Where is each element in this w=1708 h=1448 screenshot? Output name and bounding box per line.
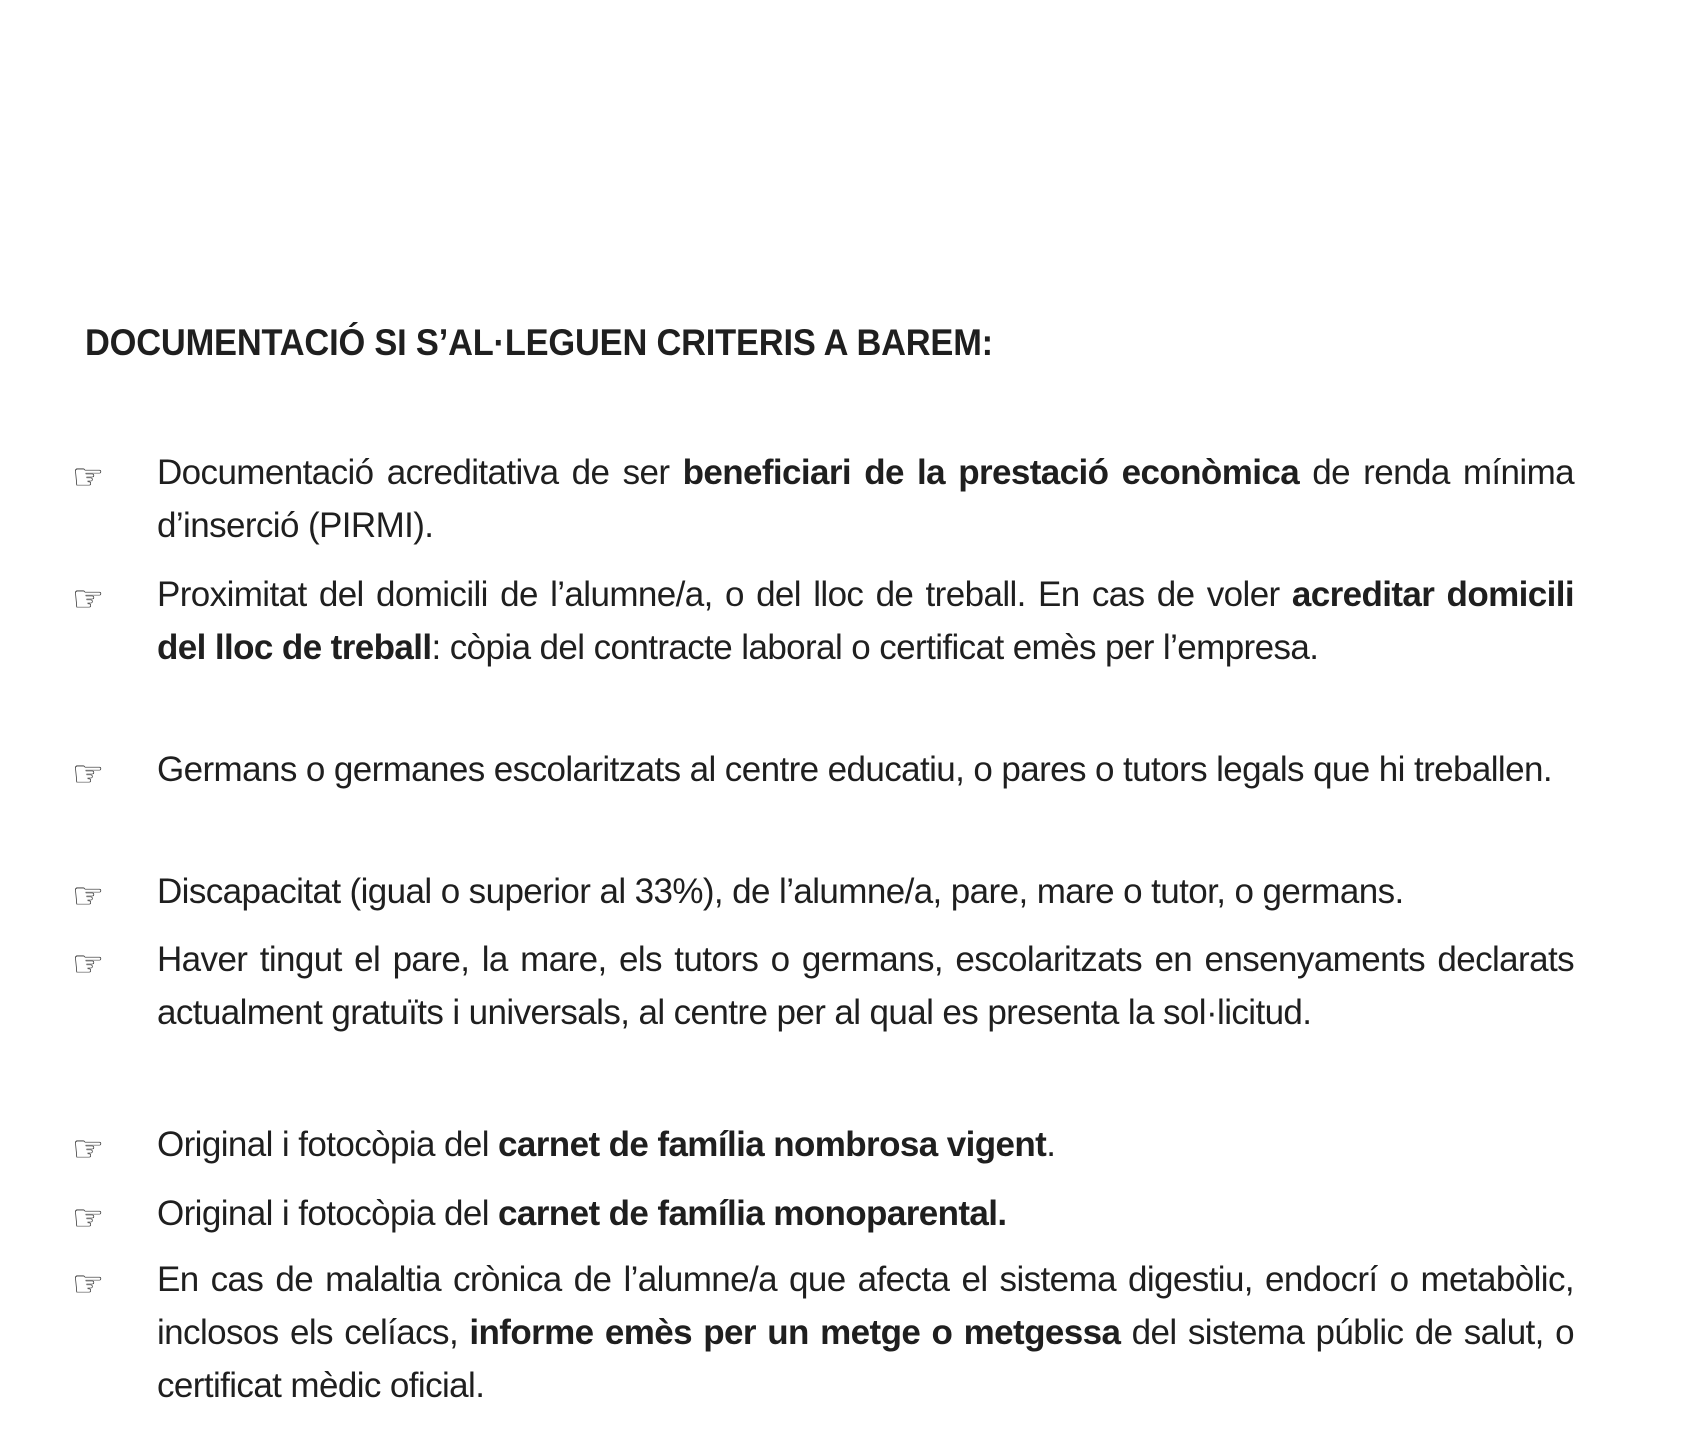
list-item-text <box>157 446 1574 552</box>
emphasis-text: informe emès per un metge o metgessa <box>469 1313 1121 1352</box>
body-text: : còpia del contracte laboral o certificat emès per l’empresa. <box>431 628 1319 667</box>
list-item-text <box>157 1187 1574 1240</box>
pointing-hand-icon: ☞ <box>72 944 105 985</box>
list-item-text <box>157 1118 1574 1171</box>
body-text: Discapacitat (igual o superior al 33%), de l’alumne/a, pare, mare o tutor, o germans. <box>157 872 1404 911</box>
pointing-hand-icon: ☞ <box>72 1198 105 1239</box>
body-text: Original i fotocòpia del <box>157 1194 499 1233</box>
pointing-hand-icon: ☞ <box>72 1264 105 1305</box>
emphasis-text: acreditar domicili del lloc de treball <box>157 575 1575 667</box>
pointing-hand-icon: ☞ <box>72 579 105 620</box>
list-item-text <box>157 933 1574 1039</box>
body-text: En cas de malaltia crònica de l’alumne/a que afecta el sistema digestiu, endocrí o metabòlic, inclosos els celíacs, <box>157 1260 1574 1352</box>
emphasis-text: carnet de família nombrosa vigent <box>498 1125 1047 1164</box>
body-text: Documentació acreditativa de ser <box>157 453 683 492</box>
pointing-hand-icon: ☞ <box>72 1129 105 1170</box>
pointing-hand-icon: ☞ <box>72 754 105 795</box>
body-text: de renda mínima d’inserció (PIRMI). <box>157 453 1575 545</box>
body-text: Germans o germanes escolaritzats al centre educatiu, o pares o tutors legals que hi treballen. <box>157 750 1552 789</box>
list-item-text <box>157 1253 1574 1412</box>
list-item-text <box>157 865 1574 918</box>
body-text: Haver tingut el pare, la mare, els tutors o germans, escolaritzats en ensenyaments declarats actualment gratuïts i universals, al centre per al qual es presenta la sol·licitud. <box>157 940 1574 1032</box>
emphasis-text: beneficiari de la prestació econòmica <box>682 453 1300 492</box>
pointing-hand-icon: ☞ <box>72 876 105 917</box>
body-text: Original i fotocòpia del <box>157 1125 499 1164</box>
list-item-text <box>157 743 1574 796</box>
body-text: Proximitat del domicili de l’alumne/a, o del lloc de treball. En cas de voler <box>157 575 1292 614</box>
body-text: . <box>1046 1125 1056 1164</box>
pointing-hand-icon: ☞ <box>72 457 105 498</box>
page-title: DOCUMENTACIÓ SI S’AL·LEGUEN CRITERIS A BAREM: <box>85 322 993 363</box>
body-text: del sistema públic de salut, o certificat mèdic oficial. <box>157 1313 1574 1405</box>
list-item-text <box>157 568 1574 674</box>
emphasis-text: carnet de família monoparental. <box>498 1194 1007 1233</box>
